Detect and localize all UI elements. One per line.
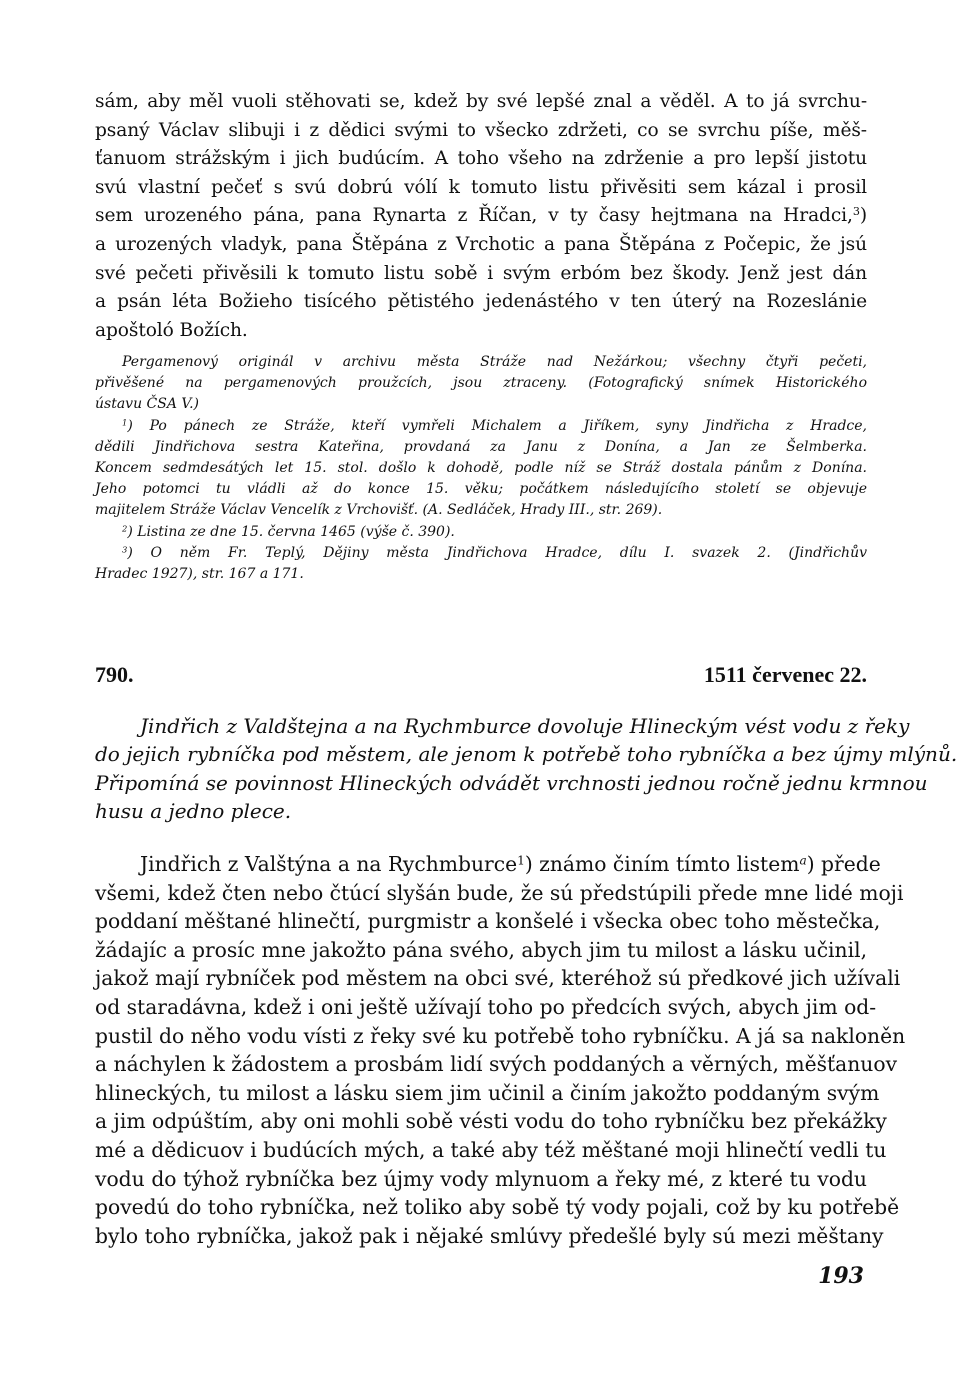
footnote-ref: 3 [852, 205, 860, 219]
text-line: žádajíc a prosíc mne jakožto pána svého, abych jim tu milost a lásku učinil, [95, 937, 868, 962]
document-date: 1511 červenec 22. [703, 662, 867, 687]
text-line: psaný Václav slibuji i z dědici svými to všecko zdržeti, co se svrchu píše, měš- [95, 119, 867, 141]
text-line: a náchylen k žádostem a prosbám lidí svých poddaných a věrných, měšťanuov [95, 1052, 898, 1077]
regest-line: do jejich rybníčka pod městem, ale jenom k potřebě toho rybníčka a bez újmy mlýnů. [95, 742, 958, 767]
regest-line: husu a jedno plece. [95, 799, 292, 824]
text-line: všemi, kdež čten nebo čtúcí slyšán bude, že sú předstúpili přede mne lidé moji [95, 880, 904, 905]
text-segment: ) O něm Fr. Teplý, Dějiny města Jindřichova Hradce, dílu I. svazek 2. (Jindřichův [127, 544, 867, 561]
text-line: vodu do týhož rybníčka bez újmy vody mlynuom a řeky mé, z které tu vodu [95, 1166, 867, 1191]
footnote-3-line: Hradec 1927), str. 167 a 171. [95, 566, 304, 583]
text-line: od staradávna, kdež i oni ještě užívají toho po předcích svých, abych jim od- [95, 994, 877, 1019]
text-segment: ) přede [806, 852, 881, 876]
footnote-marker: 3 [122, 544, 128, 555]
text-line [95, 202, 867, 231]
text-line: svú vlastní pečeť s svú dobrú vólí k tomuto listu přivěsiti sem kázal i prosil [95, 176, 867, 198]
text-line: bylo toho rybníčka, jakož pak i nějaké smlúvy předešlé byly sú mezi měštany [95, 1223, 884, 1248]
footnote-1-line: Jeho potomci tu vládli až do konce 15. věku; počátkem následujícího století se objevuje [95, 481, 867, 498]
footnote-ref: a [799, 853, 807, 868]
text-segment: ) známo činím tímto listem [524, 852, 800, 876]
text-line: mé a dědicuov i budúcích mých, a také aby též měštané moji hlinečtí vedli tu [95, 1137, 887, 1162]
text-line: apoštoló Božích. [95, 319, 248, 341]
note-line: ústavu ČSA V.) [95, 396, 199, 413]
text-segment: sem urozeného pána, pana Rynarta z Říčan, v ty časy hejtmana na Hradci, [95, 205, 853, 227]
note-line: Pergamenový originál v archivu města Stráže nad Nežárkou; všechny čtyři pečeti, [122, 354, 867, 370]
text-line: povedú do toho rybníčka, než toliko aby sobě tý vody pojali, což by ku potřebě [95, 1195, 900, 1220]
text-line: a jim odpúštím, aby oni mohli sobě vésti vodu do toho rybníčku bez překážky [95, 1109, 887, 1134]
text-line: a psán léta Božieho tisícého pětistého jedenástého v ten úterý na Rozeslánie [95, 291, 867, 313]
text-line: své pečeti přivěsili k tomuto listu sobě i svým erbóm bez škody. Jenž jest dán [95, 262, 867, 284]
footnote-1-line: majitelem Stráže Václav Vencelík z Vrchovišť. (A. Sedláček, Hrady III., str. 269). [95, 502, 663, 519]
text-segment: ) [859, 205, 867, 227]
text-segment: Jindřich z Valštýna a na Rychmburce [140, 852, 518, 876]
regest [95, 712, 958, 826]
text-segment: ) Po pánech ze Stráže, kteří vymřeli Michalem a Jiříkem, syny Jindřicha z Hradce, [127, 417, 867, 434]
text-line: a urozených vladyk, pana Štěpána z Vrchotic a pana Štěpána z Počepic, že jsú [95, 233, 867, 255]
document-number: 790. [95, 662, 134, 687]
charter-text [95, 850, 906, 1250]
note-line: přivěšené na pergamenových proužcích, jsou ztraceny. (Fotografický snímek Historického [95, 375, 867, 392]
text-line: jakož mají rybníček pod městem na obci své, kteréhož sú předkové jich užívali [95, 966, 901, 991]
footnote-ref: 1 [517, 853, 525, 868]
footnote-marker: 2 [122, 523, 128, 534]
text-line [95, 850, 881, 879]
text-line: hlineckých, tu milost a lásku siem jim učinil a činím jakožto poddaným svým [95, 1080, 880, 1105]
footnote-marker: 1 [122, 417, 128, 427]
footnote-1-line: Koncem sedmdesátých let 15. stol. došlo k dohodě, podle níž se Stráž dostala pánům z Donína. [95, 460, 867, 477]
text-line: ťanuom strážským i jich budúcím. A toho všeho na zdrženie a pro lepší jistotu [95, 148, 867, 170]
regest-line: Připomíná se povinnost Hlineckých odvádět vrchnosti jednou ročně jednu krmnou [95, 770, 928, 795]
source-note [95, 352, 867, 585]
footnote-1-line: dědili Jindřichova sestra Kateřina, provdaná za Janu z Donína, a Jan ze Šelmberka. [95, 438, 867, 455]
text-line: pustil do něho vodu vísti z řeky své ku potřebě toho rybníčku. A já sa nakloněn [95, 1023, 906, 1048]
regest-line: Jindřich z Valdštejna a na Rychmburce dovoluje Hlineckým vést vodu z řeky [140, 714, 910, 738]
charter-text-continuation [95, 88, 867, 345]
footnote-2-line [95, 522, 867, 543]
footnote-3-line [95, 543, 867, 564]
footnote-1-line [95, 416, 867, 437]
page-number: 193 [818, 1263, 864, 1289]
text-line: sám, aby měl vuoli stěhovati se, kdež by své lepšé znal a věděl. A to já svrchu- [95, 91, 867, 112]
text-line: poddaní měštané hlinečtí, purgmistr a konšelé i všecka obec toho městečka, [95, 909, 881, 934]
text-segment: ) Listina ze dne 15. června 1465 (výše č. 390). [127, 523, 455, 540]
